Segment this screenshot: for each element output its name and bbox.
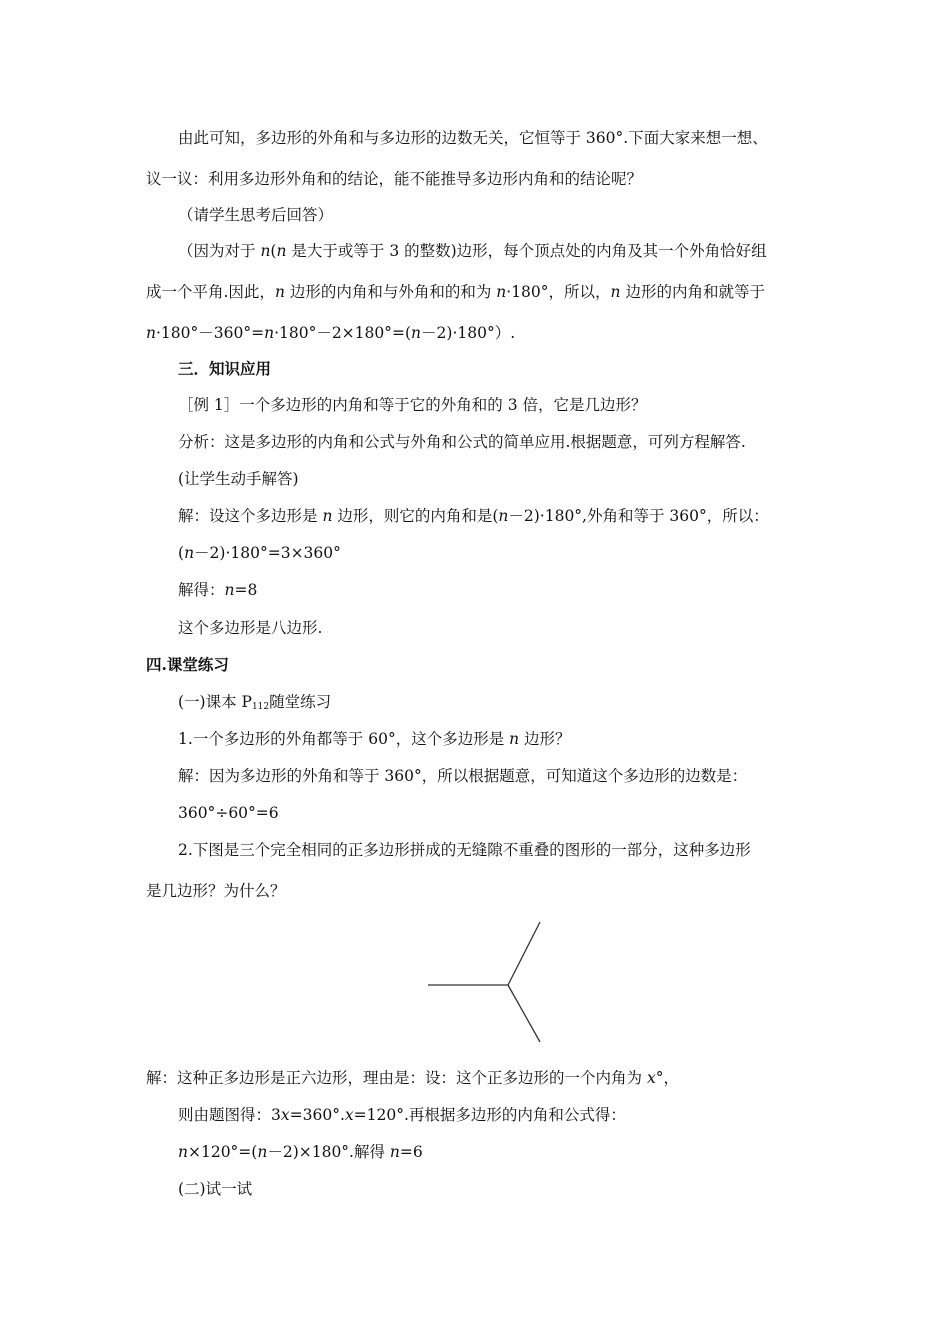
text-run: =6 — [399, 1143, 423, 1161]
text-run: 解得： — [178, 581, 225, 599]
text-run: °， — [655, 1069, 679, 1087]
text-run: 边形的内角和与外角和的和为 — [284, 283, 497, 301]
variable: n — [276, 242, 287, 260]
practice-q1 — [178, 729, 571, 749]
text-run: (一)课本 P — [178, 693, 252, 711]
text-run: －2)·180°,外角和等于 360°，所以： — [508, 507, 769, 525]
text-run: ( — [178, 544, 185, 562]
variable: n — [264, 324, 275, 342]
practice-q2-solution — [146, 1068, 679, 1088]
text-run: （因为对于 — [178, 242, 261, 260]
practice-q1-equation — [178, 803, 279, 823]
text-run: 分析：这是多边形的内角和公式与外角和公式的简单应用.根据题意，可列方程解答. — [178, 433, 746, 451]
practice-2-heading — [178, 1179, 252, 1199]
practice-q2-result — [178, 1142, 423, 1162]
example-1-note — [178, 469, 299, 489]
example-1-question — [178, 395, 647, 415]
variable: n — [178, 1143, 188, 1161]
variable: n — [257, 1143, 268, 1161]
section-heading-4 — [146, 655, 229, 675]
text-run: 解：设这个多边形是 — [178, 507, 323, 525]
text-line-2 — [146, 169, 642, 189]
variable: n — [274, 283, 285, 301]
text-run: （请学生思考后回答） — [178, 206, 334, 224]
text-run: 1.一个多边形的外角都等于 60°，这个多边形是 — [178, 730, 510, 748]
variable: n — [260, 242, 271, 260]
variable: n — [509, 730, 520, 748]
practice-q2-line-1 — [178, 840, 751, 860]
variable: x — [280, 1106, 290, 1124]
variable: n — [496, 283, 507, 301]
text-run: 随堂练习 — [269, 693, 332, 711]
example-1-analysis — [178, 432, 746, 452]
text-line-1 — [178, 128, 768, 148]
subscript: 112 — [251, 702, 270, 712]
text-run: 四.课堂练习 — [146, 655, 229, 674]
text-run: 成一个平角.因此， — [146, 283, 275, 301]
text-run: =360°. — [289, 1106, 345, 1124]
example-1-solution — [178, 506, 769, 526]
variable: n — [389, 1143, 400, 1161]
variable: n — [498, 507, 509, 525]
three-polygon-vertex-figure — [420, 918, 550, 1046]
variable: n — [224, 581, 235, 599]
text-line-5 — [146, 282, 765, 302]
text-run: ［例 1］一个多边形的内角和等于它的外角和的 3 倍，它是几边形？ — [178, 396, 647, 414]
text-run: 解：因为多边形的外角和等于 360°，所以根据题意，可知道这个多边形的边数是： — [178, 767, 748, 785]
variable: n — [610, 283, 621, 301]
practice-q2-derivation — [178, 1105, 626, 1125]
text-run: 解：这种正多边形是正六边形，理由是：设：这个正多边形的一个内角为 — [146, 1069, 647, 1087]
text-run: 边形，则它的内角和是( — [332, 507, 499, 525]
text-run: ×120°=( — [187, 1143, 258, 1161]
text-line-4 — [178, 241, 767, 261]
text-run: ( — [270, 242, 277, 260]
section-heading-3 — [178, 359, 271, 379]
example-1-result — [178, 580, 257, 600]
text-run: 边形的内角和就等于 — [620, 283, 765, 301]
text-run: (让学生动手解答) — [178, 470, 299, 488]
text-run: ·180°－360°= — [155, 324, 265, 342]
text-run: (二)试一试 — [178, 1180, 253, 1198]
text-run: 则由题图得：3 — [178, 1106, 281, 1124]
text-run: 议一议：利用多边形外角和的结论，能不能推导多边形内角和的结论呢？ — [146, 170, 643, 188]
text-run: 这个多边形是八边形. — [178, 619, 323, 637]
text-run: 2.下图是三个完全相同的正多边形拼成的无缝隙不重叠的图形的一部分，这种多边形 — [178, 841, 751, 859]
variable: n — [146, 324, 156, 342]
text-run: ·180°，所以， — [506, 283, 611, 301]
variable: x — [646, 1069, 656, 1087]
example-1-conclusion — [178, 618, 322, 638]
text-run: 是几边形？为什么？ — [146, 882, 286, 900]
text-run: 边形？ — [519, 730, 571, 748]
text-run: －2)·180°）. — [421, 324, 516, 342]
text-run: =8 — [234, 581, 258, 599]
text-run: 三．知识应用 — [178, 359, 272, 378]
text-line-6 — [146, 323, 515, 343]
practice-q2-line-2 — [146, 881, 286, 901]
example-1-equation — [178, 543, 341, 563]
text-run: 由此可知，多边形的外角和与多边形的边数无关，它恒等于 360°.下面大家来想一想、 — [178, 129, 768, 147]
variable: n — [322, 507, 333, 525]
figure-line-lower-right — [508, 985, 540, 1042]
variable: n — [411, 324, 422, 342]
text-run: 是大于或等于 3 的整数)边形，每个顶点处的内角及其一个外角恰好组 — [286, 242, 767, 260]
text-run: =120°.再根据多边形的内角和公式得： — [353, 1106, 626, 1124]
variable: x — [344, 1106, 354, 1124]
variable: n — [184, 544, 195, 562]
text-run: －2)×180°.解得 — [267, 1143, 390, 1161]
text-run: 360°÷60°=6 — [178, 804, 279, 822]
text-run: －2)·180°=3×360° — [194, 544, 341, 562]
practice-1-heading — [178, 692, 331, 717]
practice-q1-solution — [178, 766, 747, 786]
text-line-3 — [178, 205, 333, 225]
text-run: ·180°－2×180°=( — [274, 324, 412, 342]
figure-line-upper-right — [508, 922, 540, 985]
